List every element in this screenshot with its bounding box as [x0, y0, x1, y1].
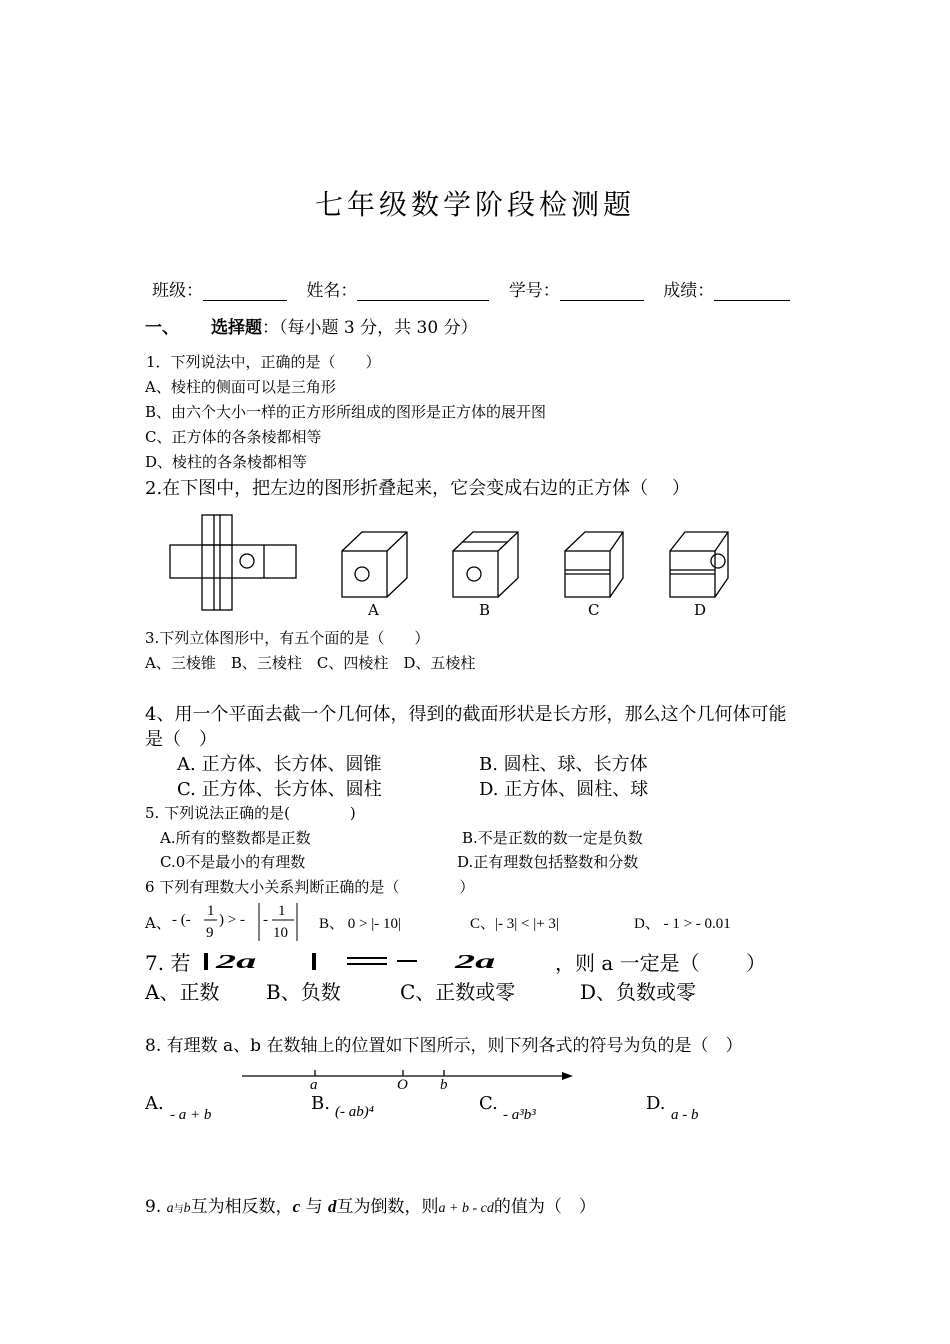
q5-option-b: B.不是正数的数一定是负数	[462, 829, 643, 847]
svg-text:1: 1	[278, 903, 286, 919]
q1-option-c: C、正方体的各条棱都相等	[145, 428, 322, 446]
q5-option-d: D.正有理数包括整数和分数	[457, 853, 639, 871]
q9-line: 9. a与b互为相反数，c 与 d互为倒数，则a + b - cd的值为（ ）	[145, 1197, 596, 1217]
q5-option-c: C.0不是最小的有理数	[160, 853, 306, 871]
q1-option-a: A、棱柱的侧面可以是三角形	[145, 378, 336, 396]
q6-stem: 6 下列有理数大小关系判断正确的是（ ）	[145, 878, 475, 896]
q7-option-a: A、正数	[145, 980, 220, 1004]
q4-option-c: C. 正方体、长方体、圆柱	[177, 779, 382, 800]
axis-label-b: b	[440, 1077, 448, 1093]
q5-option-a: A.所有的整数都是正数	[160, 829, 311, 847]
q9-text4: 的值为（ ）	[493, 1197, 596, 1217]
svg-text:10: 10	[273, 925, 288, 941]
q4-option-d: D. 正方体、圆柱、球	[479, 779, 649, 800]
q4-stem-line1: 4、用一个平面去截一个几何体，得到的截面形状是长方形，那么这个几何体可能	[145, 704, 787, 725]
q4-option-a: A. 正方体、长方体、圆锥	[177, 754, 382, 775]
svg-text:) > -: ) > -	[219, 912, 245, 928]
q8-option-b-expr: (- ab)⁴	[335, 1104, 374, 1120]
score-label: 成绩：	[663, 281, 715, 301]
name-label: 姓名：	[306, 281, 358, 301]
q4-stem-line2: 是（ ）	[145, 729, 217, 750]
q8-option-d-letter: D.	[646, 1093, 666, 1114]
q1-stem: 1．下列说法中，正确的是（ ）	[146, 353, 381, 371]
q7-option-b: B、负数	[266, 980, 341, 1004]
axis-label-origin: O	[397, 1077, 408, 1093]
q6-option-d: D、 - 1 > - 0.01	[634, 916, 731, 932]
q7-middle: ，则 a 一定是（ ）	[555, 951, 766, 975]
q2-label-b: B	[479, 601, 491, 619]
q2-stem: 2.在下图中，把左边的图形折叠起来，它会变成右边的正方体（ ）	[145, 478, 690, 499]
q1-option-b: B、由六个大小一样的正方形所组成的图形是正方体的展开图	[145, 403, 547, 421]
q8-option-c-expr: - a³b³	[503, 1107, 536, 1123]
section-note: ：（每小题 3 分，共 30 分）	[262, 318, 478, 338]
q9-text3: 互为倒数，则	[336, 1197, 439, 1217]
q5-stem: 5. 下列说法正确的是( )	[145, 804, 356, 822]
q4-option-b: B. 圆柱、球、长方体	[479, 754, 648, 775]
svg-text:- (-: - (-	[172, 912, 191, 928]
q2-label-d: D	[694, 601, 707, 619]
q2-label-a: A	[368, 601, 379, 619]
svg-text:1: 1	[207, 903, 215, 919]
q7-option-d: D、负数或零	[580, 980, 697, 1004]
svg-text:2a: 2a	[216, 950, 257, 973]
svg-text:-: -	[263, 912, 268, 928]
svg-text:2a: 2a	[455, 950, 496, 973]
q6-option-c: C、|- 3| < |+ 3|	[470, 916, 559, 932]
q8-option-a-expr: - a + b	[170, 1107, 212, 1123]
q6-option-a-prefix: A、	[145, 914, 171, 932]
svg-text:9: 9	[206, 925, 214, 941]
q8-option-b-letter: B.	[311, 1093, 330, 1114]
q6-option-b: B、 0 > |- 10|	[319, 916, 401, 932]
q8-stem: 8. 有理数 a、b 在数轴上的位置如下图所示，则下列各式的符号为负的是（ ）	[145, 1036, 743, 1056]
q1-option-d: D、棱柱的各条棱都相等	[145, 453, 308, 471]
q7-option-c: C、正数或零	[400, 980, 516, 1004]
page-title: 七年级数学阶段检测题	[314, 188, 635, 221]
number-label: 学号：	[508, 281, 560, 301]
q9-text1: 互为相反数，	[190, 1197, 293, 1217]
q8-option-c-letter: C.	[479, 1093, 498, 1114]
q9-text2: 与	[305, 1197, 323, 1217]
q2-label-c: C	[588, 601, 600, 619]
q7-prefix: 7. 若	[145, 951, 191, 975]
section-title: 选择题	[211, 318, 262, 338]
q9-number: 9.	[145, 1197, 162, 1217]
section-number: 一、	[145, 318, 179, 338]
q3-options: A、三棱锥 B、三棱柱 C、四棱柱 D、五棱柱	[145, 654, 476, 672]
q3-stem: 3.下列立体图形中，有五个面的是（ ）	[145, 629, 430, 647]
q8-option-d-expr: a - b	[671, 1107, 699, 1123]
q8-option-a-letter: A.	[145, 1093, 164, 1114]
axis-label-a: a	[310, 1077, 318, 1093]
class-label: 班级：	[152, 281, 203, 301]
